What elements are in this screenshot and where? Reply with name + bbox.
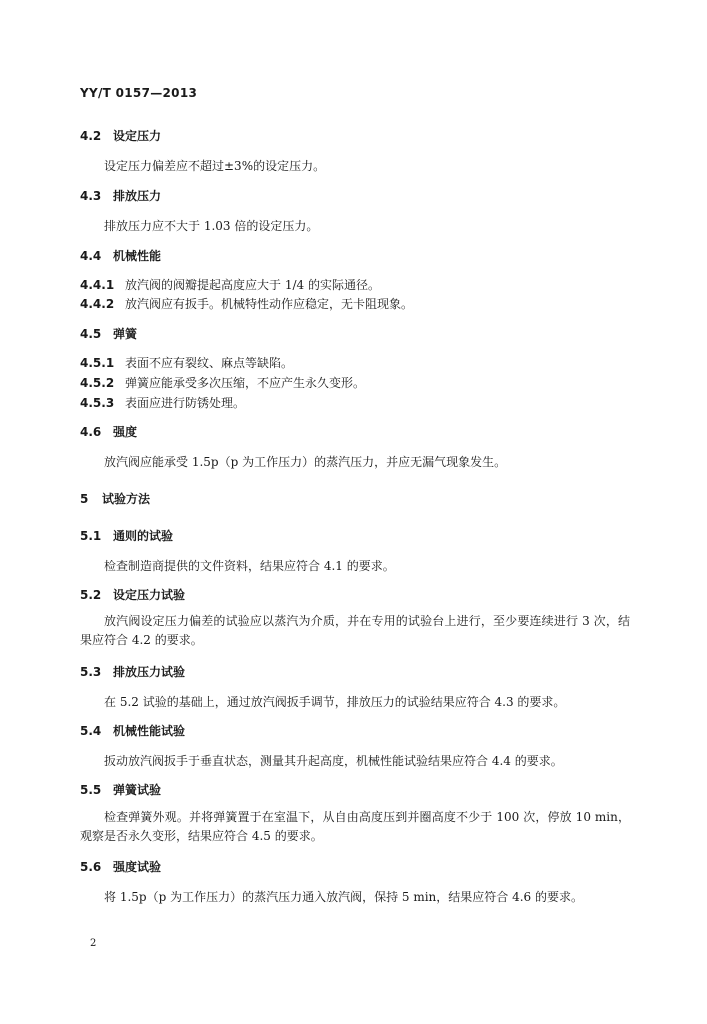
section-number: 5.4 [80, 724, 102, 738]
section-heading-5-1 [80, 527, 173, 544]
section-heading-5-4 [80, 722, 185, 739]
chapter-heading-5 [80, 490, 150, 507]
clause-number: 4.5.1 [80, 356, 115, 370]
section-number: 4.2 [80, 129, 102, 143]
section-number: 5.6 [80, 860, 102, 874]
clause-text: 弹簧应能承受多次压缩，不应产生永久变形。 [125, 376, 366, 390]
section-number: 5.2 [80, 588, 102, 602]
section-title: 强度 [113, 425, 138, 439]
section-body-5-6: 将 1.5p（p 为工作压力）的蒸汽压力通入放汽阀，保持 5 min，结果应符合 4.6 的要求。 [104, 890, 584, 904]
section-body-5-5: 检查弹簧外观。并将弹簧置于在室温下，从自由高度压到并圈高度不少于 100 次，停放 10 min，观察是否永久变形，结果应符合 4.5 的要求。 [80, 810, 630, 843]
section-number: 5.3 [80, 665, 102, 679]
clause-text: 放汽阀应有扳手。机械特性动作应稳定，无卡阻现象。 [125, 297, 414, 311]
clause-text: 表面应进行防锈处理。 [125, 396, 246, 410]
section-title: 弹簧试验 [113, 783, 162, 797]
section-title: 排放压力试验 [113, 665, 186, 679]
section-number: 4.6 [80, 425, 102, 439]
page-number: 2 [90, 938, 97, 949]
section-body-4-2: 设定压力偏差应不超过±3%的设定压力。 [104, 159, 326, 173]
section-title: 强度试验 [113, 860, 162, 874]
section-heading-4-4 [80, 247, 161, 264]
clause-4-5-2 [80, 374, 365, 391]
section-body-4-3: 排放压力应不大于 1.03 倍的设定压力。 [104, 219, 319, 233]
section-number: 4.3 [80, 189, 102, 203]
section-number: 4.5 [80, 327, 102, 341]
section-body-5-2: 放汽阀设定压力偏差的试验应以蒸汽为介质，并在专用的试验台上进行，至少要连续进行 3 次，结果应符合 4.2 的要求。 [80, 614, 630, 647]
section-title: 弹簧 [113, 327, 138, 341]
section-heading-5-5 [80, 781, 161, 798]
clause-number: 4.4.1 [80, 278, 115, 292]
section-heading-4-6 [80, 423, 137, 440]
section-body-4-6: 放汽阀应能承受 1.5p（p 为工作压力）的蒸汽压力，并应无漏气现象发生。 [104, 455, 507, 469]
standard-id: YY/T 0157—2013 [80, 86, 198, 100]
section-heading-5-3 [80, 663, 185, 680]
clause-4-5-3 [80, 394, 245, 411]
section-title: 排放压力 [113, 189, 162, 203]
clause-number: 4.5.3 [80, 396, 115, 410]
clause-text: 表面不应有裂纹、麻点等缺陷。 [125, 356, 294, 370]
section-title: 通则的试验 [113, 529, 174, 543]
clause-4-4-2 [80, 295, 413, 312]
section-heading-4-5 [80, 325, 137, 342]
section-title: 设定压力 [113, 129, 162, 143]
chapter-number: 5 [80, 492, 89, 506]
section-number: 5.5 [80, 783, 102, 797]
section-title: 机械性能 [113, 249, 162, 263]
clause-text: 放汽阀的阀瓣提起高度应大于 1/4 的实际通径。 [125, 278, 380, 292]
section-heading-5-2 [80, 586, 185, 603]
clause-number: 4.5.2 [80, 376, 115, 390]
section-title: 设定压力试验 [113, 588, 186, 602]
clause-number: 4.4.2 [80, 297, 115, 311]
section-number: 4.4 [80, 249, 102, 263]
section-body-5-3: 在 5.2 试验的基础上，通过放汽阀扳手调节，排放压力的试验结果应符合 4.3 的要求。 [104, 695, 566, 709]
section-body-5-4: 扳动放汽阀扳手于垂直状态，测量其升起高度，机械性能试验结果应符合 4.4 的要求。 [104, 754, 563, 768]
section-heading-4-3 [80, 187, 161, 204]
section-number: 5.1 [80, 529, 102, 543]
section-heading-4-2 [80, 127, 161, 144]
section-title: 机械性能试验 [113, 724, 186, 738]
clause-4-5-1 [80, 354, 293, 371]
section-body-5-1: 检查制造商提供的文件资料，结果应符合 4.1 的要求。 [104, 559, 395, 573]
clause-4-4-1 [80, 276, 380, 293]
section-heading-5-6 [80, 858, 161, 875]
chapter-title: 试验方法 [102, 492, 151, 506]
